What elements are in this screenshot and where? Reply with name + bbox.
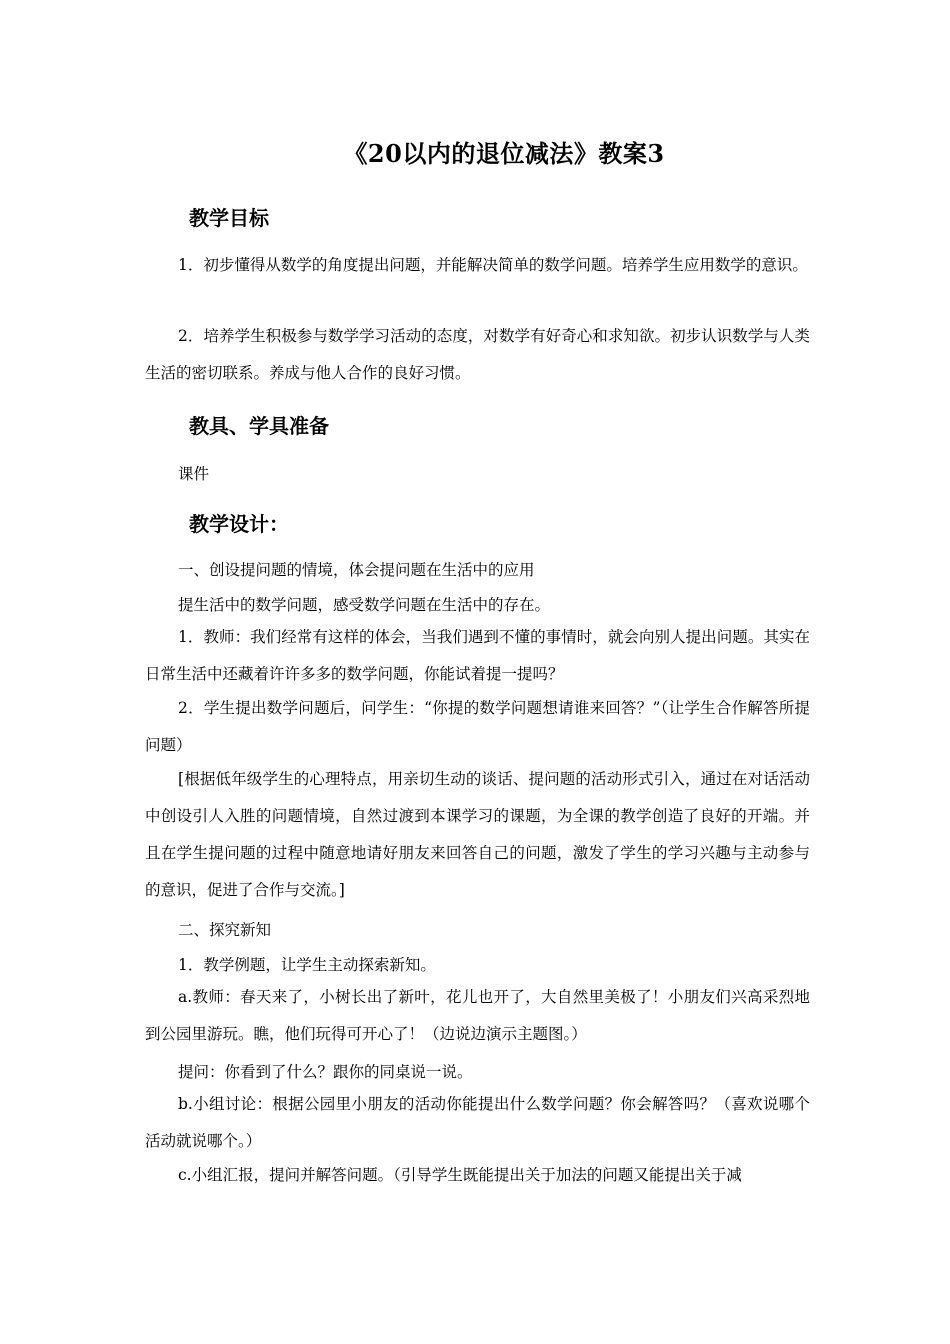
part2-item-b: b.小组讨论：根据公园里小朋友的活动你能提出什么数学问题？你会解答吗？（喜欢说哪个活动就说哪个。） (145, 1095, 810, 1150)
objective-item-2: 2．培养学生积极参与数学学习活动的态度，对数学有好奇心和求知欲。初步认识数学与人类生活的密切联系。养成与他人合作的良好习惯。 (145, 327, 810, 382)
document-title: 《20以内的退位减法》教案3 (343, 139, 665, 168)
part2-item-c: c.小组汇报，提问并解答问题。（引导学生既能提出关于加法的问题又能提出关于减 (178, 1166, 742, 1184)
part1-note: [根据低年级学生的心理特点，用亲切生动的谈话、提问题的活动形式引入，通过在对话活动中创设引人入胜的问题情境，自然过渡到本课学习的课题，为全课的教学创造了良好的开端。并且在学生提问题的过程中随意地请好朋友来回答自己的问题，激发了学生的学习兴趣与主动参与的意识，促进了合作与交流。] (145, 770, 810, 899)
objective-item-1: 1．初步懂得从数学的角度提出问题，并能解决简单的数学问题。培养学生应用数学的意识。 (178, 256, 808, 274)
design-heading: 教学设计： (189, 512, 289, 536)
part1-step2: 2．学生提出数学问题后，问学生：“你提的数学问题想请谁来回答？”（让学生合作解答所提问题） (145, 699, 810, 754)
part2-question: 提问：你看到了什么？跟你的同桌说一说。 (178, 1063, 473, 1081)
part2-title: 二、探究新知 (178, 921, 272, 939)
part1-step1: 1．教师：我们经常有这样的体会，当我们遇到不懂的事情时，就会向别人提出问题。其实在日常生活中还藏着许许多多的数学问题，你能试着提一提吗？ (145, 628, 810, 683)
materials-content: 课件 (178, 465, 210, 483)
part2-item-a: a.教师：春天来了，小树长出了新叶，花儿也开了，大自然里美极了！小朋友们兴高采烈地到公园里游玩。瞧，他们玩得可开心了！（边说边演示主题图。） (145, 988, 810, 1043)
part2-step1: 1．教学例题，让学生主动探索新知。 (178, 956, 436, 974)
part1-title: 一、创设提问题的情境，体会提问题在生活中的应用 (178, 561, 535, 579)
materials-heading: 教具、学具准备 (189, 414, 329, 438)
objectives-heading: 教学目标 (189, 206, 269, 230)
part1-intro: 提生活中的数学问题，感受数学问题在生活中的存在。 (178, 596, 551, 614)
